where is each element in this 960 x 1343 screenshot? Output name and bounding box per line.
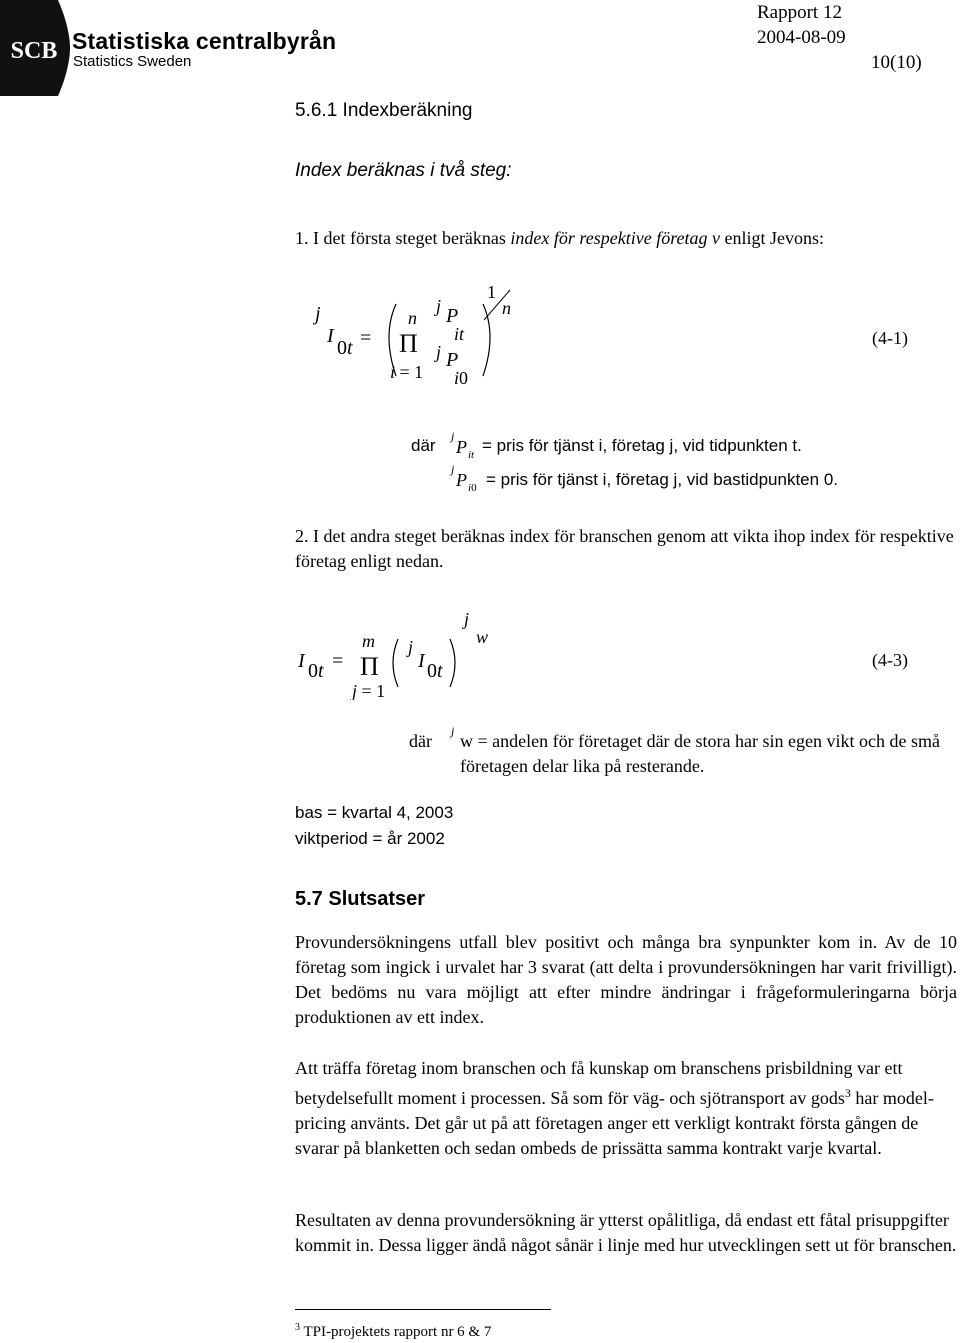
- paragraph-3: Resultaten av denna provundersökning är ytterst opålitliga, då endast ett fåtal prisuppgifter kommit in. Dessa ligger ändå något sånär i linje med hur utvecklingen sett ut för branschen.: [295, 1210, 957, 1255]
- eq3-def-superscript: j: [451, 724, 455, 738]
- svg-text:j: j: [451, 462, 455, 476]
- svg-text:0t: 0t: [337, 337, 353, 359]
- eq1-def-prefix: där: [411, 436, 436, 455]
- eq3-def-prefix: där: [409, 731, 432, 751]
- svg-text:Π: Π: [399, 329, 418, 358]
- svg-text:i = 1: i = 1: [390, 362, 424, 382]
- logo-letters: SCB: [10, 38, 58, 64]
- footnote-text: TPI-projektets rapport nr 6 & 7: [300, 1324, 492, 1340]
- svg-text:I: I: [418, 650, 425, 672]
- svg-text:j: j: [436, 342, 442, 362]
- svg-text:w: w: [476, 627, 489, 647]
- svg-text:0t: 0t: [427, 660, 443, 682]
- footnote-divider: [295, 1309, 551, 1310]
- step1-post: enligt Jevons:: [720, 228, 825, 248]
- org-name: Statistiska centralbyrån: [72, 28, 337, 54]
- report-date: 2004-08-09: [757, 27, 846, 48]
- svg-text:m: m: [362, 631, 375, 651]
- vikt-line: viktperiod = år 2002: [295, 829, 445, 848]
- svg-text:j: j: [408, 637, 414, 657]
- svg-text:n: n: [502, 298, 511, 318]
- scb-logo-icon: [0, 0, 70, 96]
- step1-text: [295, 226, 824, 251]
- svg-text:P: P: [456, 470, 467, 490]
- paragraph-2-post: har model-pricing använts. Det går ut på att företagen anger ett verkligt kontrakt första gången de svarar på blanketten och sedan ombeds de prissätta samma kontrakt varje kvartal.: [295, 1088, 934, 1158]
- svg-text:0t: 0t: [308, 660, 324, 682]
- equation-4-3: [290, 605, 510, 700]
- section-subheading: Index beräknas i två steg:: [295, 160, 512, 181]
- step2-number: 2.: [295, 526, 309, 546]
- svg-text:j: j: [315, 303, 321, 325]
- footnote-ref: 3: [844, 1086, 851, 1100]
- step2-body: I det andra steget beräknas index för branschen genom att vikta ihop index för respektive företag enligt nedan.: [295, 526, 954, 571]
- svg-text:j: j: [464, 609, 470, 629]
- step1-number: 1.: [295, 228, 309, 248]
- eq1-def1: = pris för tjänst i, företag j, vid tidpunkten t.: [482, 436, 802, 455]
- svg-text:j = 1: j = 1: [352, 681, 386, 700]
- paragraph-2: [295, 1056, 957, 1161]
- equation-4-1: [300, 280, 530, 390]
- svg-text:it: it: [468, 449, 475, 460]
- step1-italic: index för respektive företag v: [510, 228, 721, 248]
- svg-text:j: j: [451, 429, 455, 443]
- footnote: [295, 1322, 491, 1341]
- svg-text:P: P: [446, 349, 459, 371]
- page-number: 10(10): [871, 52, 922, 73]
- svg-text:i0: i0: [454, 368, 469, 388]
- svg-text:I: I: [298, 650, 305, 672]
- paragraph-1: Provundersökningens utfall blev positivt och många bra synpunkter kom in. Av de 10 företag som ingick i urvalet har 3 svarat (att delta i provundersökningen har varit frivilligt). Det bedöms nu vara möjligt att efter mindre ändringar i frågeformuleringarna börja produktionen av ett index.: [295, 932, 957, 1027]
- paragraph-2-pre: Att träffa företag inom branschen och få kunskap om branschens prisbildning var ett betydelsefullt moment i processen. Så som för väg- och sjötransport av gods: [295, 1058, 903, 1108]
- section-heading-561: 5.6.1 Indexberäkning: [295, 100, 473, 121]
- section-heading-57: 5.7 Slutsatser: [295, 888, 426, 910]
- footnote-marker: 3: [295, 1322, 300, 1333]
- svg-text:Π: Π: [360, 652, 379, 681]
- svg-text:P: P: [456, 437, 467, 457]
- svg-text:j: j: [436, 296, 442, 316]
- report-label: Rapport 12: [757, 2, 842, 23]
- org-name-english: Statistics Sweden: [73, 53, 192, 70]
- svg-text:P: P: [446, 305, 459, 327]
- equation-4-1-number: (4-1): [872, 328, 908, 348]
- svg-text:=: =: [332, 650, 344, 672]
- svg-text:1: 1: [487, 282, 496, 302]
- eq1-def2: = pris för tjänst i, företag j, vid bastidpunkten 0.: [486, 470, 838, 489]
- svg-text:=: =: [360, 327, 372, 349]
- bas-line: bas = kvartal 4, 2003: [295, 803, 454, 822]
- equation-4-3-number: (4-3): [872, 650, 908, 670]
- svg-text:n: n: [408, 308, 417, 328]
- step1-pre: I det första steget beräknas: [308, 228, 511, 248]
- svg-text:it: it: [454, 324, 465, 344]
- eq3-def-text: w = andelen för företaget där de stora har sin egen vikt och de små företagen delar lika på resterande.: [460, 731, 940, 776]
- step2-text: [295, 524, 957, 574]
- svg-text:I: I: [327, 325, 334, 347]
- eq1-def2-symbol: [449, 461, 489, 493]
- svg-text:i0: i0: [468, 482, 477, 493]
